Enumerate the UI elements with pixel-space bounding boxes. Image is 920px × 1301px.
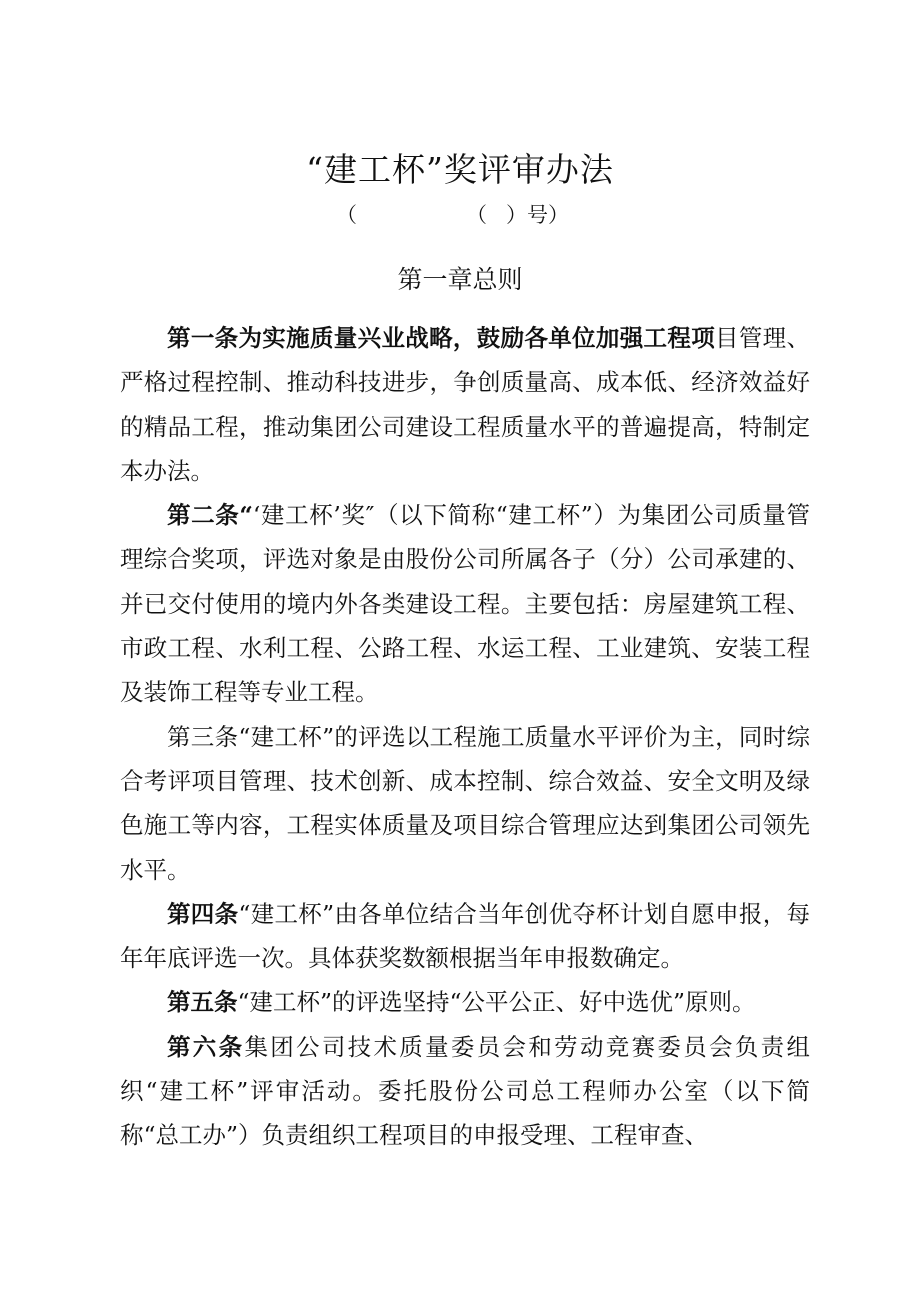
article-6	[120, 1025, 810, 1158]
article-2-text: ‘建工杯’奖″（以下简称“建工杯”）为集团公司质量管理综合奖项，评选对象是由股份公司所属各子（分）公司承建的、并已交付使用的境内外各类建设工程。主要包括：房屋建筑工程、市政工程、水利工程、公路工程、水运工程、工业建筑、安装工程及装饰工程等专业工程。	[120, 501, 810, 707]
article-5-text: “建工杯”的评选坚持“公平公正、好中选优”原则。	[237, 988, 756, 1017]
article-3	[120, 715, 810, 892]
document-number	[336, 198, 596, 232]
doc-number-inner-open: （	[466, 203, 487, 227]
article-1	[120, 316, 810, 493]
chapter-title: 第一章总则	[397, 265, 523, 294]
article-5	[120, 980, 810, 1024]
article-5-lead: 第五条	[167, 988, 238, 1017]
article-6-text: 集团公司技术质量委员会和劳动竞赛委员会负责组织“建工杯”评审活动。委托股份公司总工程师办公室（以下简称“总工办”）负责组织工程项目的申报受理、工程审查、	[120, 1032, 810, 1150]
article-4	[120, 892, 810, 981]
doc-number-inner-close: ）号）	[506, 203, 569, 227]
doc-number-open-paren: （	[336, 203, 357, 227]
article-4-lead: 第四条	[167, 899, 239, 928]
article-1-lead: 第一条为实施质量兴业战略，鼓励各单位加强工程项	[167, 324, 716, 352]
article-2-lead: 第二条“	[167, 501, 253, 530]
document-title: “建工杯”奖评审办法	[306, 150, 614, 189]
article-list	[120, 316, 810, 1158]
article-1-text: 目管理、严格过程控制、推动科技进步，争创质量高、成本低、经济效益好的精品工程，推动集团公司建设工程质量水平的普遍提高，特制定本办法。	[120, 324, 811, 485]
article-6-lead: 第六条	[167, 1032, 245, 1061]
article-3-text: 第三条“建工杯”的评选以工程施工质量水平评价为主，同时综合考评项目管理、技术创新、成本控制、综合效益、安全文明及绿色施工等内容，工程实体质量及项目综合管理应达到集团公司领先水平。	[120, 722, 810, 884]
article-4-text: “建工杯”由各单位结合当年创优夺杯计划自愿申报，每年年底评选一次。具体获奖数额根据当年申报数确定。	[120, 899, 811, 973]
article-2	[120, 493, 810, 714]
